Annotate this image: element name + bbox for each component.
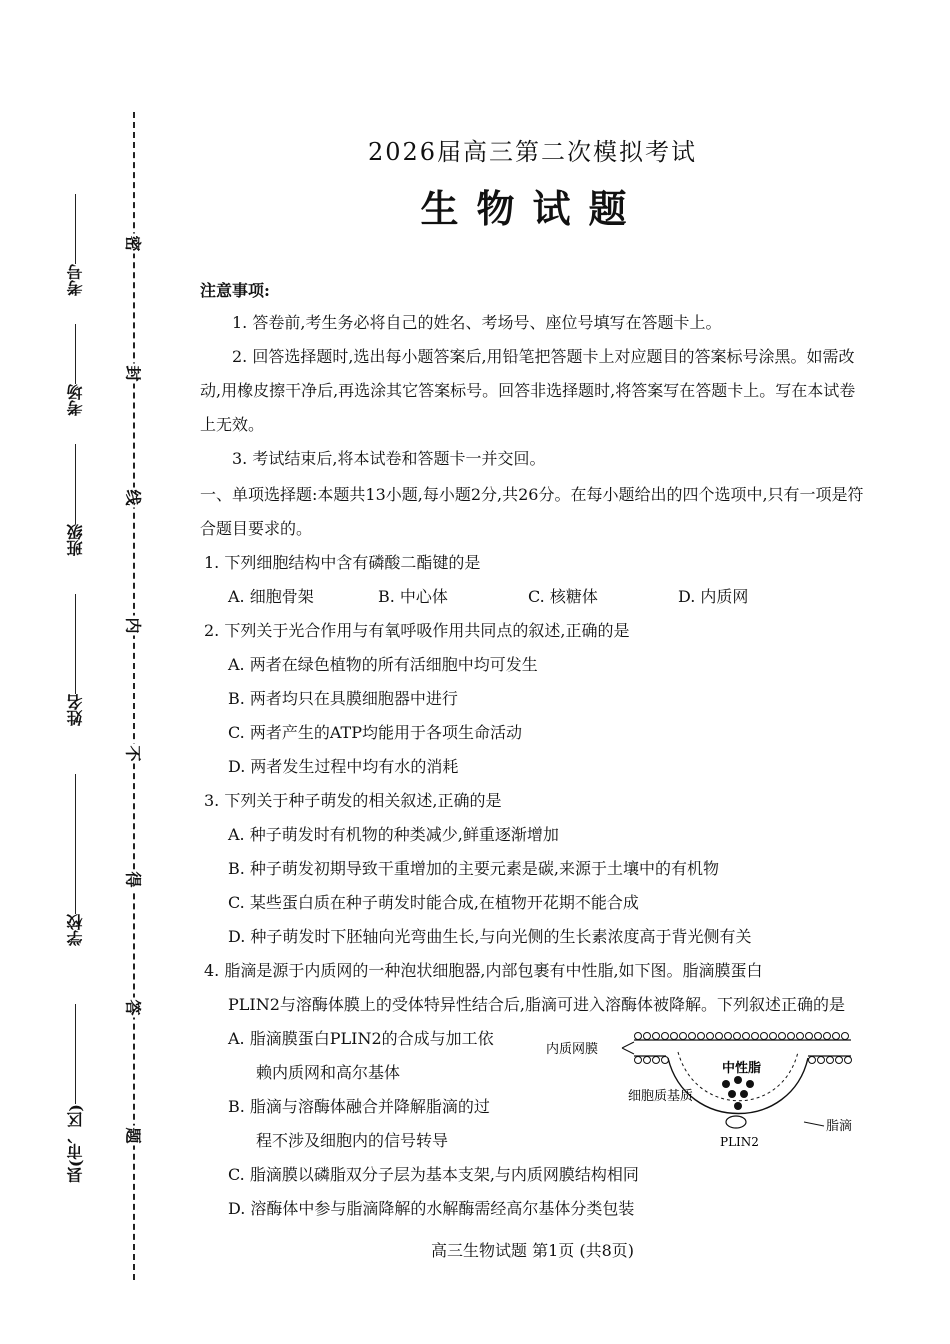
field-name[interactable] [60,590,90,726]
field-label: 考号 [65,264,85,296]
question-3-stem: 3. 下列关于种子萌发的相关叙述,正确的是 [204,791,502,810]
field-line [75,444,76,524]
question-4-options-left [200,1022,520,1158]
option-a-line1: A. 脂滴膜蛋白PLIN2的合成与加工依 [228,1029,494,1048]
seal-char-6: 得 [123,870,146,890]
notice-item: 3. 考试结束后,将本试卷和答题卡一并交回。 [232,449,546,468]
field-line [75,324,76,384]
field-exam-room[interactable] [60,320,90,416]
option-b[interactable]: B. 中心体 [378,587,448,606]
question-1-options [200,580,865,614]
notice-heading: 注意事项: [200,281,270,300]
lipid-droplet-diagram [546,1022,866,1162]
er-membrane-label: 内质网膜 [546,1042,599,1057]
cytosol-label: 细胞质基质 [628,1089,694,1104]
option-b[interactable]: B. 两者均只在具膜细胞器中进行 [228,689,458,708]
question-4-stem [200,954,865,1022]
option-c[interactable]: C. 核糖体 [528,587,598,606]
field-label: 班级 [65,524,85,556]
section-heading [200,478,865,546]
option-c[interactable]: C. 两者产生的ATP均能用于各项生命活动 [228,723,522,742]
field-class[interactable] [60,440,90,556]
field-exam-number[interactable] [60,190,90,296]
option-b-line2: 程不涉及细胞内的信号转导 [256,1131,449,1150]
neutral-lipid-dots [722,1076,754,1110]
field-county[interactable] [60,1000,90,1183]
seal-char-8: 题 [123,1126,146,1146]
option-c[interactable]: C. 脂滴膜以磷脂双分子层为基本支架,与内质网膜结构相同 [228,1165,639,1184]
option-b[interactable] [200,1090,520,1158]
option-d[interactable]: D. 两者发生过程中均有水的消耗 [228,757,459,776]
question-2-stem: 2. 下列关于光合作用与有氧呼吸作用共同点的叙述,正确的是 [204,621,630,640]
lipid-droplet-label: 脂滴 [826,1119,853,1134]
seal-char-4: 内 [123,616,146,636]
option-b[interactable]: B. 种子萌发初期导致干重增加的主要元素是碳,来源于土壤中的有机物 [228,859,720,878]
option-a[interactable]: A. 两者在绿色植物的所有活细胞中均可发生 [228,655,538,674]
option-a[interactable] [200,1022,520,1090]
option-d[interactable]: D. 种子萌发时下胚轴向光弯曲生长,与向光侧的生长素浓度高于背光侧有关 [228,927,752,946]
question-4-body [200,1022,865,1158]
subject-title: 生物试题 [420,186,645,231]
option-a[interactable]: A. 种子萌发时有机物的种类减少,鲜重逐渐增加 [228,825,559,844]
option-d[interactable]: D. 内质网 [678,587,749,606]
field-label: 县(市、区) [65,1104,85,1184]
field-line [75,774,76,914]
question-4-stem-line1: 4. 脂滴是源于内质网的一种泡状细胞器,内部包裹有中性脂,如下图。脂滴膜蛋白 [204,961,763,980]
field-line [75,194,76,264]
exam-content [200,130,865,1226]
notice-item: 2. 回答选择题时,选出每小题答案后,用铅笔把答题卡上对应题目的答案标号涂黑。如需改动,用橡皮擦干净后,再选涂其它答案标号。回答非选择题时,将答案写在答题卡上。写在本试卷上无效。 [200,347,856,434]
section-heading-text: 一、单项选择题:本题共13小题,每小题2分,共26分。在每小题给出的四个选项中,只有一项是符合题目要求的。 [200,485,864,538]
phospholipid-heads-top [635,1033,849,1040]
option-d[interactable]: D. 溶酶体中参与脂滴降解的水解酶需经高尔基体分类包装 [228,1199,635,1218]
option-a[interactable]: A. 细胞骨架 [228,587,314,606]
er-membrane-shape [634,1040,851,1056]
notice-item: 1. 答卷前,考生务必将自己的姓名、考场号、座位号填写在答题卡上。 [232,313,722,332]
seal-char-3: 线 [123,488,146,508]
field-label: 姓名 [65,694,85,726]
field-line [75,594,76,694]
plin2-protein [726,1116,746,1128]
page-footer: 高三生物试题 第1页 (共8页) [430,1241,635,1260]
field-label: 考场 [65,384,85,416]
question-1-stem: 1. 下列细胞结构中含有磷酸二酯键的是 [204,553,481,572]
plin2-label: PLIN2 [720,1135,759,1149]
seal-char-2: 封 [123,364,146,384]
seal-dashed-line [133,112,135,1280]
binding-margin [0,0,190,1344]
er-label-pointer [622,1042,634,1054]
seal-char-1: 密 [123,234,146,254]
exam-title: 2026届高三第二次模拟考试 [367,138,698,166]
question-4-stem-rest: PLIN2与溶酶体膜上的受体特异性结合后,脂滴可进入溶酶体被降解。下列叙述正确的是 [228,995,845,1014]
field-line [75,1004,76,1104]
option-c[interactable]: C. 某些蛋白质在种子萌发时能合成,在植物开花期不能合成 [228,893,639,912]
seal-char-7: 答 [123,998,146,1018]
option-b-line1: B. 脂滴与溶酶体融合并降解脂滴的过 [228,1097,490,1116]
seal-char-5: 不 [123,744,146,764]
option-a-line2: 赖内质网和高尔基体 [256,1063,401,1082]
droplet-label-pointer [804,1122,824,1126]
field-school[interactable] [60,770,90,946]
neutral-lipid-label: 中性脂 [722,1061,762,1076]
field-label: 学校 [65,914,85,946]
